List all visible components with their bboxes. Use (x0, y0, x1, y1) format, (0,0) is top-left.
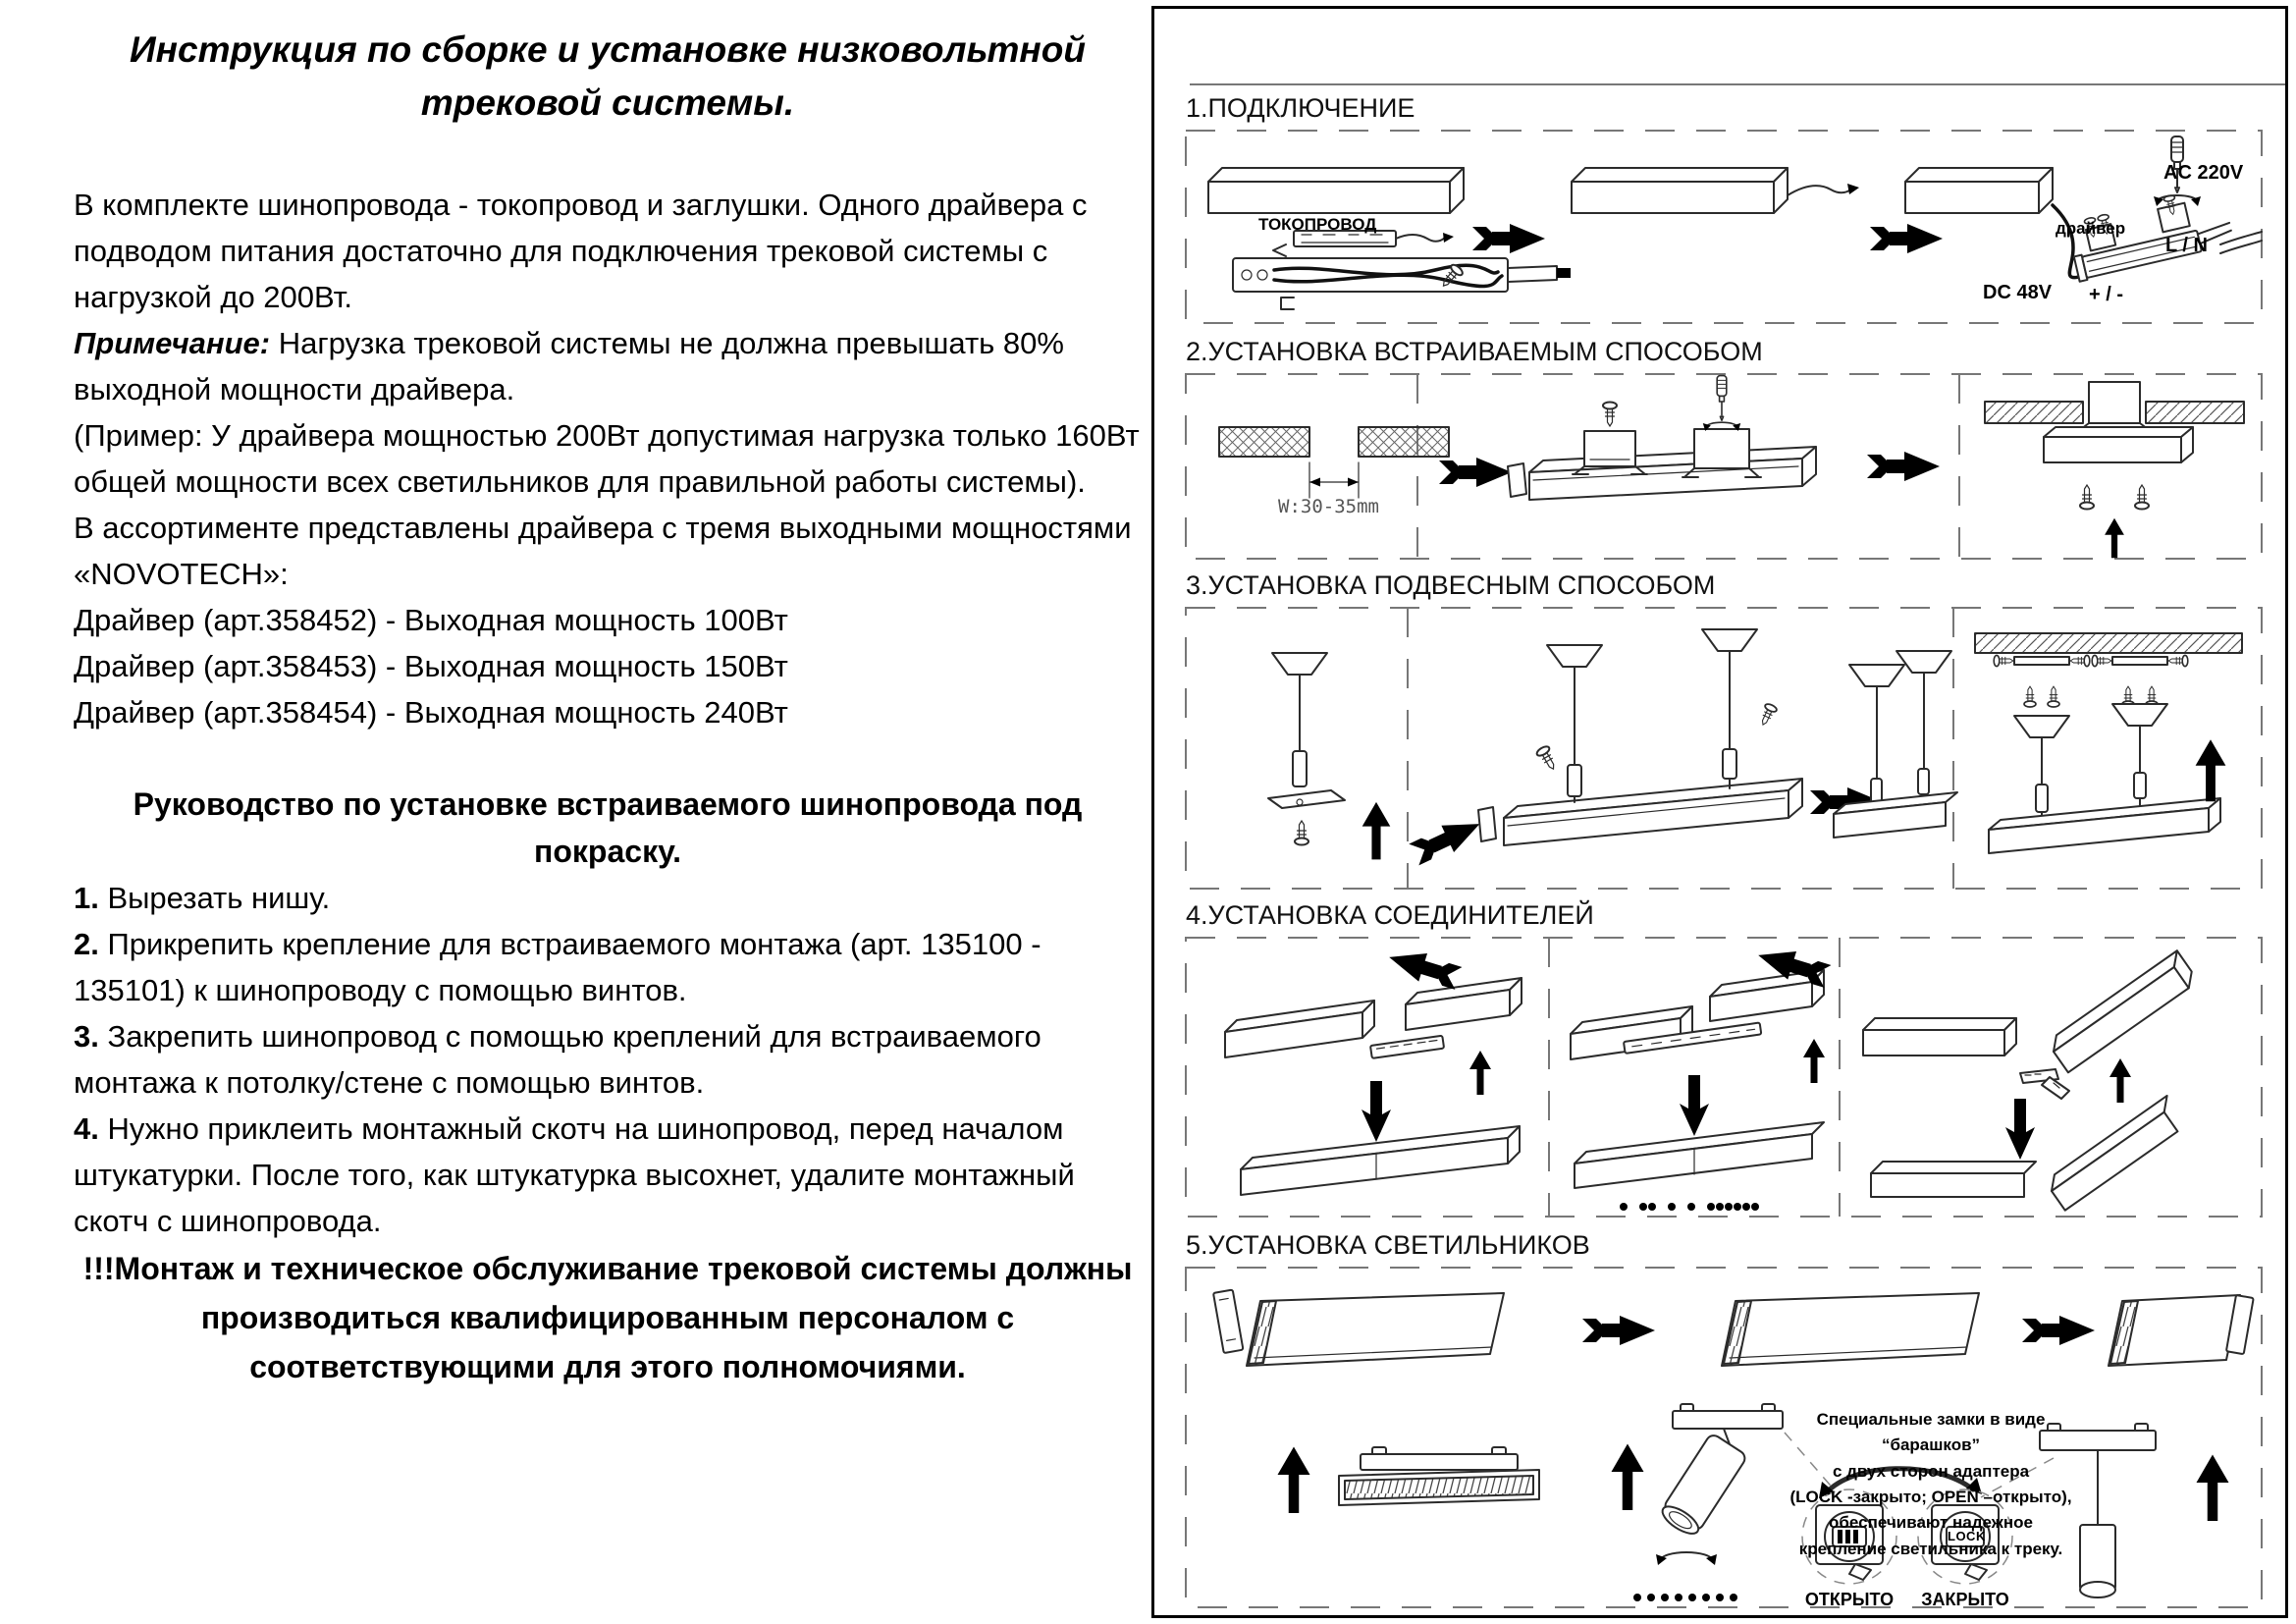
suspension-cable-icon (1535, 645, 1602, 802)
clip-mark-icon (1273, 244, 1286, 256)
step-text: Закрепить шинопровод с помощью креплений для встраиваемого монтажа к потолку/стене с помощью винтов. (74, 1019, 1041, 1101)
step-text: Прикрепить крепление для встраиваемого монтажа (арт. 135100 - 135101) к шинопроводу с помощью винтов. (74, 927, 1041, 1008)
recessed-mounting-diagram (1184, 372, 2264, 561)
arrow-up-icon (1612, 1444, 1644, 1511)
track-icon (2047, 950, 2198, 1072)
pendant-mounting-diagram (1184, 606, 2264, 891)
label-ac-220v: AC 220V (2163, 162, 2244, 184)
arrow-right-icon (1870, 224, 1943, 253)
end-cap-icon (1478, 807, 1496, 841)
track-icon (1529, 447, 1816, 500)
track-panel-icon (1247, 1293, 1504, 1366)
screwdriver-icon (1717, 376, 1727, 421)
wire-icon (1788, 186, 1852, 195)
step-text: Вырезать нишу. (98, 881, 331, 916)
joined-track-icon (1575, 1122, 1824, 1188)
arrow-up-icon (2196, 739, 2226, 801)
divider (1190, 83, 2285, 85)
driver-line: Драйвер (арт.358454) - Выходная мощность 240Вт (74, 695, 788, 731)
suspension-kit-icon (1268, 653, 1345, 845)
track-icon (1572, 168, 1788, 213)
recessed-ceiling-icon (1985, 382, 2244, 429)
diagram-panel (1151, 6, 2288, 1618)
track-icon (1406, 978, 1522, 1030)
track-icon (1905, 168, 2053, 213)
track-icon (2044, 427, 2193, 462)
corner-connector-icon (2020, 1069, 2069, 1099)
lock-note-line: Специальные замки в виде “барашков” (1816, 1410, 2046, 1455)
arrow-right-icon (1408, 811, 1486, 868)
step-number: 4. (74, 1111, 99, 1147)
track-panel-icon (1722, 1293, 1979, 1366)
suspended-track-icon (1834, 651, 1957, 838)
ceiling-cutout-icon (1219, 427, 1449, 498)
track-icon (1504, 779, 1802, 845)
arrow-up-icon (1362, 802, 1391, 860)
note-text: Нагрузка трековой системы не должна превышать 80% выходной мощности драйвера. (74, 326, 1064, 407)
arrow-up-icon (2197, 1455, 2229, 1522)
arrow-right-icon (1439, 458, 1512, 487)
section-4-diagram (1184, 936, 2264, 1218)
label-niche-width: W:30-35mm (1278, 496, 1379, 517)
label-plus-minus: + / - (2089, 284, 2124, 305)
section-5-diagram (1184, 1266, 2264, 1609)
screw-icon (2135, 485, 2149, 510)
section-1-title: 1.ПОДКЛЮЧЕНИЕ (1186, 93, 1415, 123)
arrow-up-icon (1278, 1447, 1310, 1514)
track-panel-icon (2109, 1295, 2240, 1366)
label-l-n: L / N (2165, 235, 2208, 256)
section-3-title: 3.УСТАНОВКА ПОДВЕСНЫМ СПОСОБОМ (1186, 570, 1716, 600)
luminaire-installation-diagram (1184, 1266, 2264, 1609)
section-3-diagram (1184, 606, 2264, 891)
end-cap-icon (1213, 1290, 1243, 1354)
ac-wire-icon (2220, 232, 2262, 253)
step-number: 1. (74, 881, 99, 916)
arrow-right-icon (1867, 452, 1940, 481)
rotation-icon (1656, 1552, 1717, 1565)
step-number: 3. (74, 1019, 99, 1055)
arrow-up-icon (2105, 518, 2124, 559)
joined-corner-track-icon (1871, 1096, 2187, 1211)
label-open: ОТКРЫТО (1804, 1590, 1895, 1609)
track-icon (1225, 1001, 1374, 1057)
clip-mark-icon (1281, 298, 1294, 309)
track-icon (1863, 1018, 2016, 1056)
suspended-track-icon (1989, 704, 2220, 853)
lock-note-line: крепление светильника к треку. (1798, 1539, 2063, 1558)
instructions-column (74, 24, 1142, 1391)
connector-icon (1370, 1036, 1444, 1058)
section-4-title: 4.УСТАНОВКА СОЕДИНИТЕЛЕЙ (1186, 900, 1594, 930)
note-label: Примечание: (74, 326, 271, 361)
dots-icon (1620, 1203, 1759, 1211)
label-closed: ЗАКРЫТО (1921, 1590, 2009, 1609)
lock-note (1769, 1407, 2093, 1562)
section-5-title: 5.УСТАНОВКА СВЕТИЛЬНИКОВ (1186, 1230, 1590, 1260)
lock-note-line: (LOCK -закрыто; OPEN –открыто), (1789, 1488, 2072, 1507)
arrow-right-icon (1582, 1316, 1655, 1345)
section-2-diagram (1184, 372, 2264, 561)
end-cap-icon (1508, 463, 1526, 497)
suspension-cable-icon (1702, 629, 1778, 788)
ceiling-icon (1975, 633, 2242, 707)
arrow-down-icon (2005, 1099, 2035, 1160)
arrow-left-icon (1385, 943, 1464, 992)
step-4 (74, 1106, 1142, 1244)
step-1 (74, 875, 1142, 921)
dots-icon (1633, 1594, 1737, 1601)
label-tokoprovod: ТОКОПРОВОД (1258, 215, 1377, 234)
section-1-diagram (1184, 129, 2264, 325)
joined-track-icon (1241, 1126, 1520, 1195)
arrow-down-icon (1680, 1075, 1709, 1136)
arrow-up-icon (1469, 1051, 1491, 1095)
driver-line: Драйвер (арт.358452) - Выходная мощность 100Вт (74, 603, 788, 638)
label-dc-48v: DC 48V (1983, 282, 2053, 303)
arrow-right-icon (1472, 224, 1545, 253)
step-2 (74, 921, 1142, 1013)
driver-line: Драйвер (арт.358453) - Выходная мощность 150Вт (74, 649, 788, 684)
connectors-diagram (1184, 936, 2264, 1218)
warning-text: !!!Монтаж и техническое обслуживание трековой системы должны производиться квалифицированным персоналом с соответствующими для этого полномочиями. (82, 1251, 1133, 1385)
arrow-right-icon (2022, 1316, 2095, 1345)
intro-paragraph: В комплекте шинопровода - токопровод и заглушки. Одного драйвера с подводом питания достаточно для подключения трековой системы с нагрузкой до 200Вт. (74, 188, 1088, 315)
note-paragraph (74, 320, 1142, 412)
linear-luminaire-icon (1339, 1447, 1539, 1505)
assortment-paragraph: В ассортименте представлены драйвера с тремя выходными мощностями «NOVOTECH»: (74, 511, 1132, 592)
arrow-up-icon (1803, 1039, 1825, 1083)
step-number: 2. (74, 927, 99, 962)
label-driver: драйвер (2056, 219, 2126, 238)
guide-heading: Руководство по установке встраиваемого шинопровода под покраску. (133, 786, 1083, 870)
spot-luminaire-icon (1658, 1404, 1783, 1540)
track-icon (1208, 168, 1464, 213)
section-2-title: 2.УСТАНОВКА ВСТРАИВАЕМЫМ СПОСОБОМ (1186, 337, 1763, 366)
track-icon (1710, 970, 1824, 1021)
step-text: Нужно приклеить монтажный скотч на шинопровод, перед началом штукатурки. После того, как штукатурка высохнет, удалите монтажный скотч с шинопровода. (74, 1111, 1075, 1239)
arrow-up-icon (2109, 1058, 2131, 1103)
screw-icon (1603, 403, 1617, 427)
wiring-detail-icon (1233, 258, 1571, 292)
example-paragraph: (Пример: У драйвера мощностью 200Вт допустимая нагрузка только 160Вт общей мощности всех светильников для правильной работы системы). (74, 418, 1140, 500)
lock-note-line: обеспечивают надежное (1829, 1513, 2033, 1533)
lock-note-line: с двух сторон адаптера (1832, 1461, 2030, 1481)
screw-icon (2080, 485, 2094, 510)
label-lock: LOCK (1948, 1529, 1986, 1543)
page-title: Инструкция по сборке и установке низковольтной трековой системы. (130, 29, 1086, 123)
arrow-down-icon (1362, 1081, 1391, 1142)
step-3 (74, 1013, 1142, 1106)
